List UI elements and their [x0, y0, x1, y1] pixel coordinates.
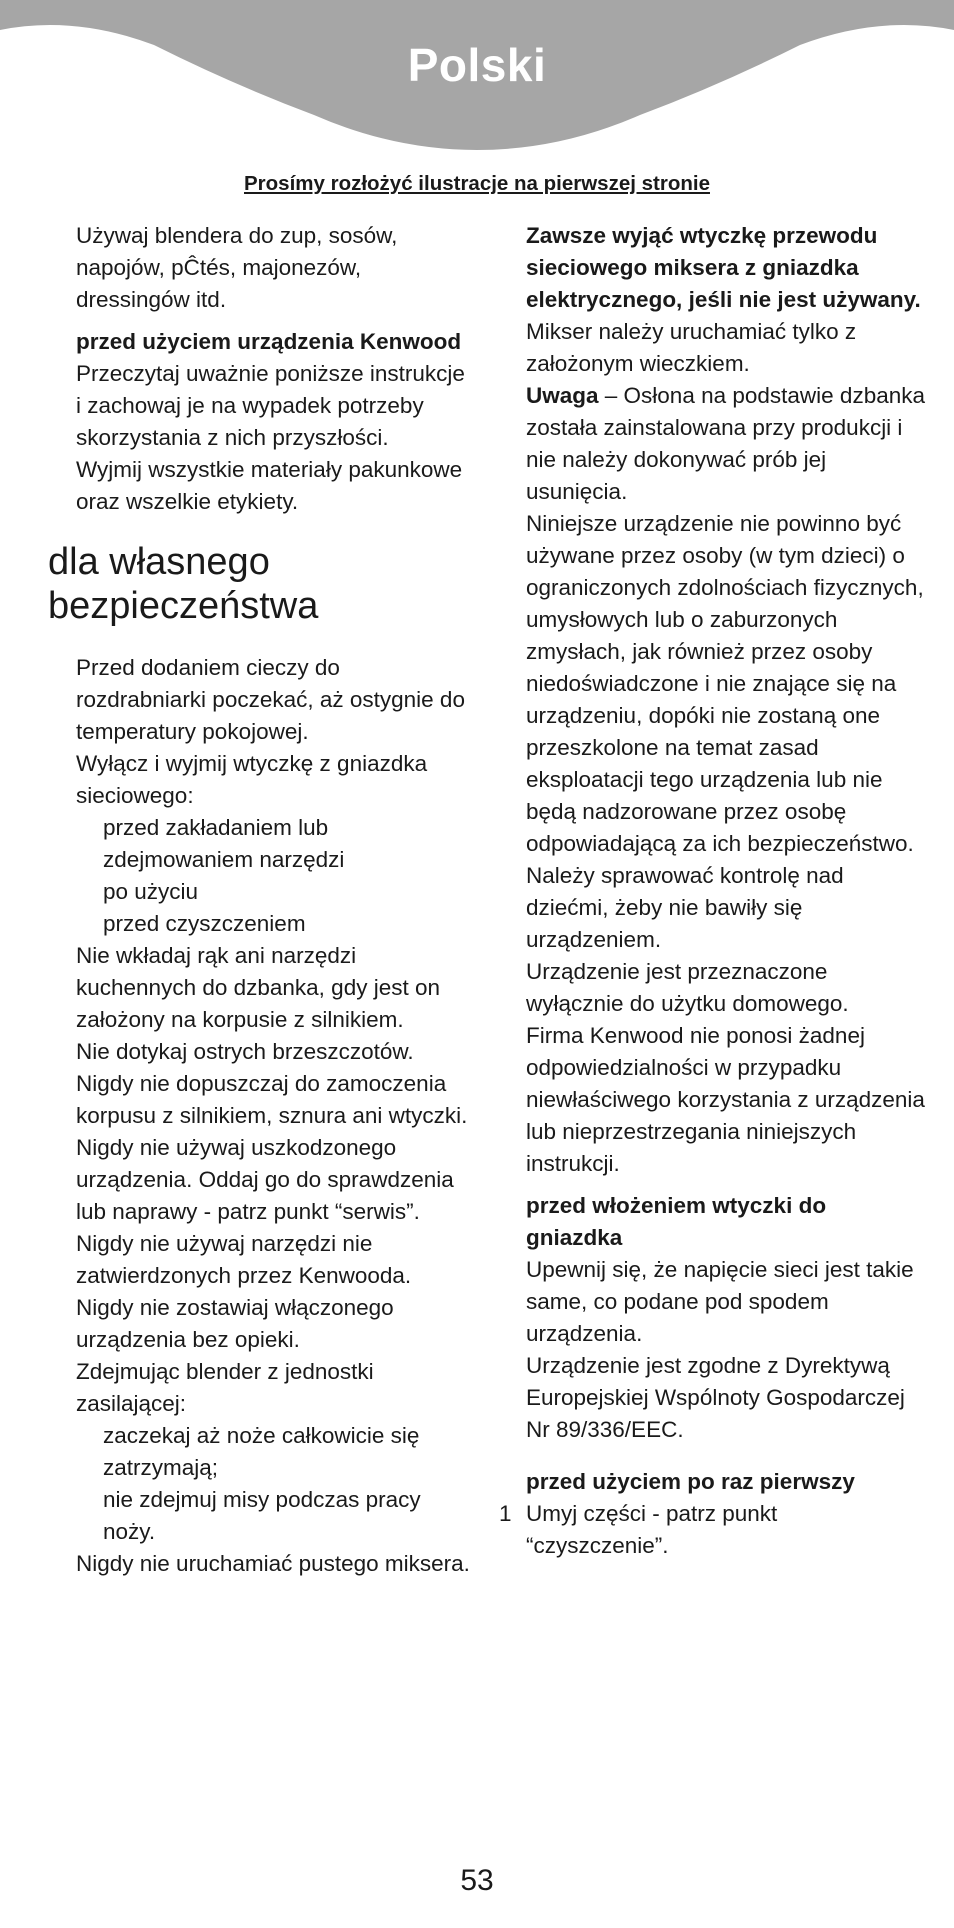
safety-item: Nigdy nie dopuszczaj do zamoczenia korpusu z silnikiem, sznura ani wtyczki. — [76, 1071, 468, 1128]
page-header-title: Polski — [407, 39, 547, 91]
caution-text: – Osłona na podstawie dzbanka została zainstalowana przy produkcji i nie należy dokonywać prób jej usunięcia. — [526, 383, 926, 504]
safety-item: Nigdy nie zostawiaj włączonego urządzenia bez opieki. — [76, 1295, 394, 1352]
before-use-heading: przed użyciem urządzenia Kenwood — [76, 329, 462, 354]
safety-subitem: przed czyszczeniem — [103, 911, 306, 936]
paragraph: Przeczytaj uważnie poniższe instrukcje i zachowaj je na wypadek potrzeby skorzystania z nich przyszłości. — [76, 361, 465, 450]
paragraph: Urządzenie jest zgodne z Dyrektywą Europejskiej Wspólnoty Gospodarczej Nr 89/336/EEC. — [526, 1353, 905, 1442]
paragraph: Niniejsze urządzenie nie powinno być używane przez osoby (w tym dzieci) o ograniczonych zdolnościach fizycznych, umysłowych lub o zaburzonych zmysłach, jak również przez osoby niedoświadczone i nie znające się na urządzeniu, dopóki nie zostaną one przeszkolone na temat zasad eksploatacji tego urządzenia lub nie będą nadzorowane przez osobę odpowiadającą za ich bezpieczeństwo. — [526, 511, 924, 856]
safety-item: Wyłącz i wyjmij wtyczkę z gniazdka sieciowego: — [76, 751, 428, 808]
step-text: Umyj części - patrz punkt “czyszczenie”. — [526, 1501, 778, 1558]
safety-subitem: przed zakładaniem lub zdejmowaniem narzędzi — [103, 815, 345, 872]
safety-item: Nigdy nie używaj uszkodzonego urządzenia. Oddaj go do sprawdzenia lub naprawy - patrz punkt “serwis”. — [76, 1135, 454, 1224]
paragraph: Wyjmij wszystkie materiały pakunkowe oraz wszelkie etykiety. — [76, 457, 463, 514]
safety-item: Nie dotykaj ostrych brzeszczotów. — [76, 1039, 414, 1064]
caution-paragraph — [526, 380, 926, 508]
safety-subitem: nie zdejmuj misy podczas pracy noży. — [103, 1487, 421, 1544]
safety-section-heading: dla własnego bezpieczeństwa — [48, 541, 319, 627]
safety-subitem: zaczekaj aż noże całkowicie się zatrzymają; — [103, 1423, 420, 1480]
safety-subitem: po użyciu — [103, 879, 199, 904]
unplug-warning: Zawsze wyjąć wtyczkę przewodu sieciowego miksera z gniazdka elektrycznego, jeśli nie jest używany. — [526, 223, 921, 312]
page-number: 53 — [460, 1864, 494, 1897]
step-number: 1 — [499, 1501, 512, 1526]
paragraph: Firma Kenwood nie ponosi żadnej odpowiedzialności w przypadku niewłaściwego korzystania z urządzenia lub nieprzestrzegania niniejszych instrukcji. — [526, 1023, 925, 1176]
first-use-step — [499, 1498, 926, 1562]
caution-label: Uwaga — [526, 383, 599, 408]
safety-item: Zdejmując blender z jednostki zasilającej: — [76, 1359, 374, 1416]
paragraph: Należy sprawować kontrolę nad dziećmi, żeby nie bawiły się urządzeniem. — [526, 863, 844, 952]
paragraph: Mikser należy uruchamiać tylko z założonym wieczkiem. — [526, 319, 857, 376]
safety-item: Nie wkładaj rąk ani narzędzi kuchennych do dzbanka, gdy jest on założony na korpusie z silnikiem. — [76, 943, 440, 1032]
paragraph: Upewnij się, że napięcie sieci jest takie same, co podane pod spodem urządzenia. — [526, 1257, 914, 1346]
safety-item: Nigdy nie uruchamiać pustego miksera. — [76, 1551, 470, 1576]
before-plugging-heading: przed włożeniem wtyczki do gniazdka — [526, 1193, 827, 1250]
first-use-heading: przed użyciem po raz pierwszy — [526, 1469, 855, 1494]
left-column — [48, 220, 476, 1580]
safety-item: Nigdy nie używaj narzędzi nie zatwierdzonych przez Kenwooda. — [76, 1231, 412, 1288]
illustration-instruction: Prosímy rozłożyć ilustracje na pierwszej stronie — [244, 172, 710, 195]
intro-text: Używaj blendera do zup, sosów, napojów, pĈtés, majonezów, dressingów itd. — [76, 223, 398, 312]
paragraph: Urządzenie jest przeznaczone wyłącznie do użytku domowego. — [526, 959, 849, 1016]
right-column — [499, 220, 926, 1562]
safety-item: Przed dodaniem cieczy do rozdrabniarki poczekać, aż ostygnie do temperatury pokojowej. — [76, 655, 465, 744]
